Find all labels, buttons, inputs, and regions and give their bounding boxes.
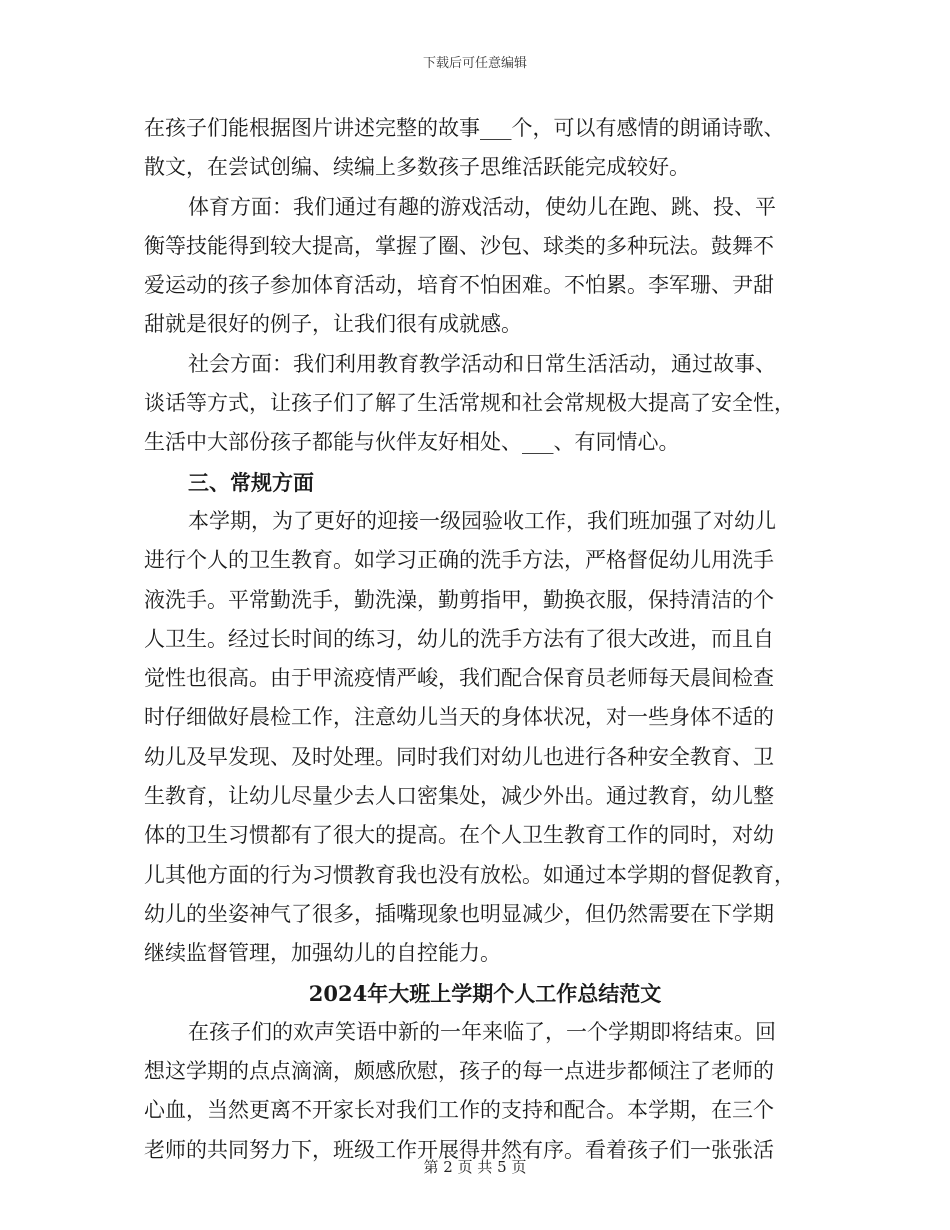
body-line: 时仔细做好晨检工作，注意幼儿当天的身体状况，对一些身体不适的 xyxy=(144,705,774,730)
body-line: 甜就是很好的例子，让我们很有成就感。 xyxy=(144,312,522,337)
body-line: 人卫生。经过长时间的练习，幼儿的洗手方法有了很大改进，而且自 xyxy=(144,626,774,651)
body-line: 儿其他方面的行为习惯教育我也没有放松。如通过本学期的督促教育， xyxy=(144,862,795,887)
body-line: 继续监督管理，加强幼儿的自控能力。 xyxy=(144,941,501,966)
body-line: 进行个人的卫生教育。如学习正确的洗手方法，严格督促幼儿用洗手 xyxy=(144,548,774,573)
body-line: 生教育，让幼儿尽量少去人口密集处，减少外出。通过教育，幼儿整 xyxy=(144,784,774,809)
article-title: 2024年大班上学期个人工作总结范文 xyxy=(308,980,662,1006)
body-line: 衡等技能得到较大提高，掌握了圈、沙包、球类的多种玩法。鼓舞不 xyxy=(144,233,774,258)
body-line: 幼儿及早发现、及时处理。同时我们对幼儿也进行各种安全教育、卫 xyxy=(144,744,774,769)
body-line: 散文，在尝试创编、续编上多数孩子思维活跃能完成较好。 xyxy=(144,155,690,180)
body-line: 在孩子们能根据图片讲述完整的故事___个，可以有感情的朗诵诗歌、 xyxy=(144,116,785,140)
body-line: 体育方面：我们通过有趣的游戏活动，使幼儿在跑、跳、投、平 xyxy=(188,194,776,219)
body-line: 体的卫生习惯都有了很大的提高。在个人卫生教育工作的同时，对幼 xyxy=(144,823,774,848)
body-line: 液洗手。平常勤洗手，勤洗澡，勤剪指甲，勤换衣服，保持清洁的个 xyxy=(144,587,774,612)
body-line: 幼儿的坐姿神气了很多，插嘴现象也明显减少，但仍然需要在下学期 xyxy=(144,901,774,926)
body-line: 社会方面：我们利用教育教学活动和日常生活活动，通过故事、 xyxy=(188,351,776,376)
body-line: 想这学期的点点滴滴，颇感欣慰，孩子的每一点进步都倾注了老师的 xyxy=(144,1059,774,1084)
body-line: 谈话等方式，让孩子们了解了生活常规和社会常规极大提高了安全性， xyxy=(144,391,795,416)
body-line: 本学期，为了更好的迎接一级园验收工作，我们班加强了对幼儿 xyxy=(188,508,776,533)
body-line: 心血，当然更离不开家长对我们工作的支持和配合。本学期，在三个 xyxy=(144,1098,774,1123)
body-line: 觉性也很高。由于甲流疫情严峻，我们配合保育员老师每天晨间检查 xyxy=(144,666,774,691)
body-line: 老师的共同努力下，班级工作开展得井然有序。看着孩子们一张张活 xyxy=(144,1137,774,1162)
document-body xyxy=(144,109,806,1170)
body-line: 爱运动的孩子参加体育活动，培育不怕困难。不怕累。李军珊、尹甜 xyxy=(144,273,774,298)
page-header: 下载后可任意编辑 xyxy=(422,56,527,71)
page-footer: 第 2 页 共 5 页 xyxy=(423,1158,527,1176)
section-heading: 三、常规方面 xyxy=(188,469,314,495)
body-line: 生活中大部份孩子都能与伙伴友好相处、___、有同情心。 xyxy=(144,430,680,455)
body-line: 在孩子们的欢声笑语中新的一年来临了，一个学期即将结束。回 xyxy=(188,1019,776,1044)
